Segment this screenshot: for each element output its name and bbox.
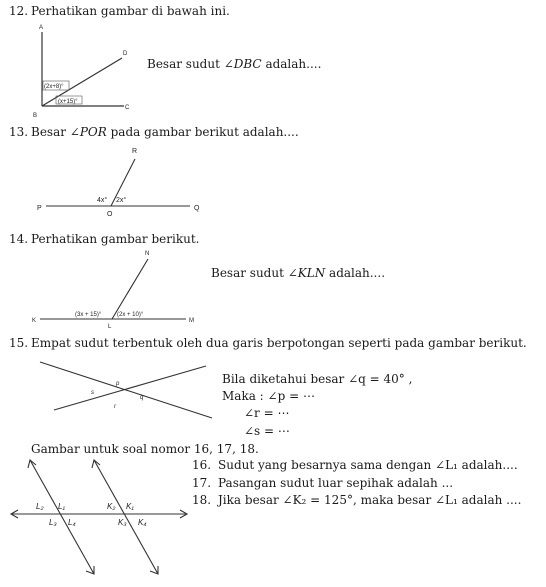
q14-angle-right: (2x + 10)° — [117, 312, 144, 318]
q16-label-k2: K₂ — [107, 502, 116, 511]
q16-label-l1: L₁ — [58, 502, 65, 511]
q14-angle-name: ∠KLN — [287, 266, 326, 280]
q15-prompt: Empat sudut terbentuk oleh dua garis berpotongan seperti pada gambar berikut. — [31, 336, 527, 350]
q13-label-q: Q — [194, 205, 200, 212]
q13-suffix: pada gambar berikut adalah.... — [106, 125, 299, 139]
q14-number: 14. — [9, 232, 29, 246]
q14-question-suffix: adalah.... — [325, 266, 386, 280]
q14-label-k: K — [32, 318, 37, 324]
q15-number: 15. — [9, 336, 29, 350]
q15-figure — [36, 352, 218, 428]
q15-label-p: p — [116, 381, 120, 387]
q12-number: 12. — [9, 4, 29, 18]
q14-question — [211, 266, 385, 280]
q16-number: 16. — [192, 458, 212, 472]
q12-angle-upper: (2x+8)° — [44, 84, 64, 90]
q13-question — [31, 125, 299, 139]
q16-label-k1: K₁ — [126, 502, 134, 511]
q12-question — [147, 57, 321, 71]
q15-ask: Maka : ∠p = ⋯ — [222, 389, 315, 403]
q16-18-figure — [8, 456, 190, 582]
q18-text: Jika besar ∠K₂ = 125°, maka besar ∠L₁ adalah .... — [218, 493, 522, 507]
q12-label-a: A — [39, 25, 44, 31]
q16-label-k4: K₄ — [138, 518, 147, 527]
q15-label-q: q — [140, 395, 144, 401]
q14-label-m: M — [189, 318, 194, 324]
q13-angle-left: 4x° — [97, 197, 108, 204]
q12-label-d: D — [123, 51, 128, 57]
q15-ask-s: ∠s = ⋯ — [244, 424, 290, 438]
q12-label-b: B — [33, 113, 38, 119]
q14-label-l: L — [108, 324, 112, 330]
q16-label-l4: L₄ — [68, 518, 76, 527]
q16-label-l3: L₃ — [49, 518, 57, 527]
q16-label-k3: K₃ — [118, 518, 127, 527]
q16-text: Sudut yang besarnya sama dengan ∠L₁ adalah.... — [218, 458, 518, 472]
q15-label-r: r — [114, 404, 116, 410]
q13-angle-name: ∠POR — [69, 125, 107, 139]
q13-figure — [30, 140, 210, 220]
q12-figure — [28, 20, 138, 120]
q15-ask-r: ∠r = ⋯ — [244, 406, 290, 420]
q14-angle-left: (3x + 15)° — [75, 312, 102, 318]
q12-question-prefix: Besar sudut — [147, 57, 224, 71]
q13-prefix: Besar — [31, 125, 70, 139]
q18-number: 18. — [192, 493, 212, 507]
q17-text: Pasangan sudut luar sepihak adalah ... — [218, 476, 454, 490]
q15-given: Bila diketahui besar ∠q = 40° , — [222, 372, 413, 386]
q14-prompt: Perhatikan gambar berikut. — [31, 232, 200, 246]
q12-angle-name: ∠DBC — [223, 57, 262, 71]
q12-angle-lower: (x+15)° — [58, 99, 78, 105]
q12-label-c: C — [125, 105, 130, 111]
q14-figure — [28, 246, 204, 330]
q13-number: 13. — [9, 125, 29, 139]
q14-label-n: N — [145, 251, 150, 257]
q13-angle-right: 2x° — [116, 197, 127, 204]
q12-question-suffix: adalah.... — [261, 57, 322, 71]
q13-label-o: O — [107, 211, 113, 218]
fig-caption: Gambar untuk soal nomor 16, 17, 18. — [31, 442, 259, 456]
q13-label-p: P — [37, 205, 42, 212]
q14-question-prefix: Besar sudut — [211, 266, 288, 280]
q17-number: 17. — [192, 476, 212, 490]
q15-label-s: s — [91, 390, 94, 396]
q13-label-r: R — [132, 148, 138, 155]
q12-prompt: Perhatikan gambar di bawah ini. — [31, 4, 230, 18]
q16-label-l2: L₂ — [36, 502, 44, 511]
